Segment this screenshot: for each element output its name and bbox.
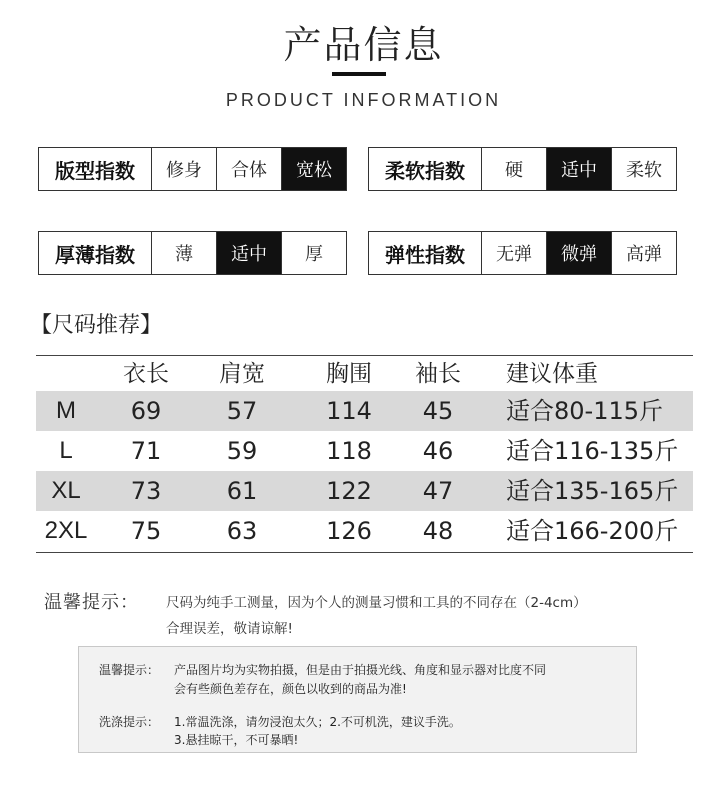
index-option: 硬 (505, 160, 523, 181)
header-cell: 肩宽 (219, 361, 265, 387)
length-cell: 71 (130, 437, 162, 465)
chest-cell: 126 (326, 517, 372, 545)
shoulder-cell: 61 (226, 477, 258, 505)
index-option-selected: 适中 (546, 148, 611, 190)
index-option-selected: 微弹 (546, 232, 611, 274)
index-option: 柔软 (611, 148, 676, 190)
size-heading: 【尺码推荐】 (30, 313, 163, 338)
table-row (36, 471, 693, 511)
page-title: 产品信息 (283, 23, 444, 67)
notice-text: 会有些颜色差存在，颜色以收到的商品为准! (174, 682, 407, 696)
wash-text: 1.常温洗涤，请勿浸泡太久；2.不可机洗，建议手洗。 (174, 715, 461, 729)
thickness-index (38, 231, 347, 275)
size-cell: XL (51, 477, 81, 504)
index-option-selected: 宽松 (281, 148, 346, 190)
wash-label: 洗涤提示： (99, 715, 160, 729)
index-label: 弹性指数 (369, 232, 482, 274)
wash-text: 3.悬挂晾干，不可暴晒! (174, 733, 299, 747)
index-label: 厚薄指数 (39, 232, 152, 274)
sleeve-cell: 47 (422, 477, 454, 505)
index-option-selected: 适中 (216, 232, 281, 274)
page-subtitle: PRODUCT INFORMATION (225, 90, 502, 110)
shoulder-cell: 57 (226, 397, 258, 425)
weight-cell: 适合166-200斤 (506, 517, 679, 545)
tip-label: 温馨提示： (44, 592, 139, 613)
softness-index (368, 147, 677, 191)
weight-cell: 适合80-115斤 (506, 397, 664, 425)
chest-cell: 122 (326, 477, 372, 505)
table-header-row (36, 354, 693, 394)
shoulder-cell: 63 (226, 517, 258, 545)
table-row (36, 511, 693, 551)
tip-text: 合理误差，敬请谅解! (166, 621, 293, 637)
length-cell: 75 (130, 517, 162, 545)
table-bottom-rule (36, 552, 693, 553)
table-row (36, 391, 693, 431)
header-cell: 袖长 (415, 361, 461, 387)
weight-cell: 适合135-165斤 (506, 477, 679, 505)
tip-text: 尺码为纯手工测量，因为个人的测量习惯和工具的不同存在（2-4cm） (166, 595, 587, 611)
index-option: 薄 (175, 244, 193, 265)
title-underline (332, 72, 386, 76)
shoulder-cell: 59 (226, 437, 258, 465)
index-label: 版型指数 (39, 148, 152, 190)
sleeve-cell: 48 (422, 517, 454, 545)
elasticity-index (368, 231, 677, 275)
index-option: 合体 (216, 148, 281, 190)
chest-cell: 118 (326, 437, 372, 465)
index-label: 柔软指数 (369, 148, 482, 190)
size-cell: L (59, 437, 73, 464)
header-cell: 建议体重 (506, 361, 598, 387)
table-row (36, 431, 693, 471)
length-cell: 73 (130, 477, 162, 505)
size-cell: 2XL (44, 517, 88, 544)
fit-index (38, 147, 347, 191)
sleeve-cell: 45 (422, 397, 454, 425)
length-cell: 69 (130, 397, 162, 425)
notice-label: 温馨提示： (99, 663, 160, 677)
index-option: 高弹 (611, 232, 676, 274)
notice-box (78, 646, 637, 753)
header-cell: 衣长 (123, 361, 169, 387)
sleeve-cell: 46 (422, 437, 454, 465)
header-cell: 胸围 (326, 361, 372, 387)
index-option: 修身 (166, 160, 202, 181)
chest-cell: 114 (326, 397, 372, 425)
header-cell (36, 354, 96, 394)
weight-cell: 适合116-135斤 (506, 437, 679, 465)
index-option: 无弹 (496, 244, 532, 265)
notice-text: 产品图片均为实物拍摄，但是由于拍摄光线、角度和显示器对比度不同 (174, 663, 547, 677)
index-option: 厚 (281, 232, 346, 274)
size-cell: M (56, 397, 76, 424)
